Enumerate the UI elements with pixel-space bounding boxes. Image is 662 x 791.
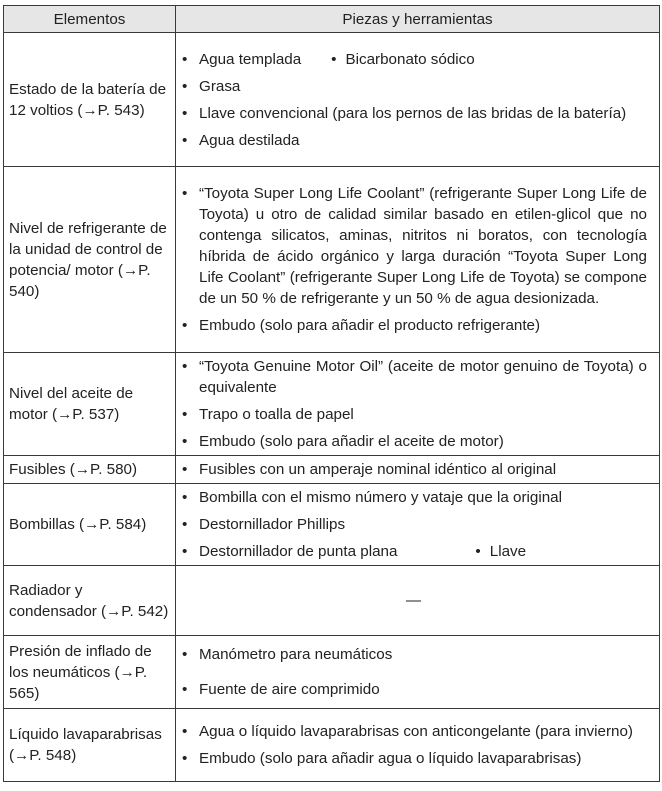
- list-item: • Bombilla con el mismo número y vataje que la original: [180, 487, 647, 508]
- row-parts-bateria: [176, 33, 660, 167]
- table-header-row: [4, 6, 660, 33]
- table-row: [4, 33, 660, 167]
- row-parts-lavaparabrisas: [176, 709, 660, 782]
- list-item: • Embudo (solo para añadir el aceite de motor): [180, 431, 647, 452]
- list-item: • Destornillador de punta plana• Llave: [180, 541, 647, 562]
- empty-dash: —: [405, 592, 422, 609]
- row-element-refrigerante: Nivel de refrigerante de la unidad de control de potencia/ motor (→P. 540): [4, 167, 176, 353]
- list-item: • Embudo (solo para añadir agua o líquido lavaparabrisas): [180, 748, 647, 769]
- list-item: • Grasa: [180, 76, 647, 97]
- list-item: • Trapo o toalla de papel: [180, 404, 647, 425]
- maintenance-table-container: [3, 5, 659, 782]
- row-element-aceite: Nivel del aceite de motor (→P. 537): [4, 353, 176, 456]
- table-row: [4, 484, 660, 566]
- table-row: [4, 167, 660, 353]
- row-parts-refrigerante: [176, 167, 660, 353]
- row-parts-aceite: [176, 353, 660, 456]
- list-item: • Agua destilada: [180, 130, 647, 151]
- list-item: • Fuente de aire comprimido: [180, 679, 647, 700]
- header-piezas: Piezas y herramientas: [176, 6, 660, 33]
- list-item: • Agua o líquido lavaparabrisas con anticongelante (para invierno): [180, 721, 647, 742]
- list-item: • Llave convencional (para los pernos de las bridas de la batería): [180, 103, 647, 124]
- table-row: [4, 456, 660, 484]
- row-element-lavaparabrisas: Líquido lavaparabrisas (→P. 548): [4, 709, 176, 782]
- row-element-fusibles: Fusibles (→P. 580): [4, 456, 176, 484]
- list-item-inline: • Bicarbonato sódico: [331, 51, 475, 68]
- header-elementos: Elementos: [4, 6, 176, 33]
- table-row: [4, 353, 660, 456]
- list-item: • Agua templada• Bicarbonato sódico: [180, 49, 647, 70]
- list-item: • “Toyota Genuine Motor Oil” (aceite de motor genuino de Toyota) o equivalente: [180, 356, 647, 398]
- row-element-bateria: Estado de la batería de 12 voltios (→P. 543): [4, 33, 176, 167]
- row-parts-fusibles: [176, 456, 660, 484]
- row-parts-radiador: [176, 566, 660, 636]
- maintenance-tools-table: [3, 5, 660, 782]
- table-row: [4, 566, 660, 636]
- list-item: • Destornillador Phillips: [180, 514, 647, 535]
- row-parts-neumaticos: [176, 636, 660, 709]
- list-item-inline: • Llave: [475, 543, 526, 560]
- list-item: • Manómetro para neumáticos: [180, 644, 647, 665]
- row-element-bombillas: Bombillas (→P. 584): [4, 484, 176, 566]
- list-item: • Embudo (solo para añadir el producto refrigerante): [180, 315, 647, 336]
- list-item: • “Toyota Super Long Life Coolant” (refrigerante Super Long Life de Toyota) u otro de calidad similar basado en etilen-glicol que no contenga silicatos, aminas, nitritos ni boratos, con tecnología híbrida de ácido orgánico y larga duración “Toyota Super Long Life Coolant” (refrigerante Super Long Life de Toyota) se compone de un 50 % de refrigerante y un 50 % de agua desionizada.: [180, 183, 647, 309]
- table-row: [4, 636, 660, 709]
- table-row: [4, 709, 660, 782]
- row-parts-bombillas: [176, 484, 660, 566]
- list-item: • Fusibles con un amperaje nominal idéntico al original: [180, 459, 647, 480]
- row-element-neumaticos: Presión de inflado de los neumáticos (→P. 565): [4, 636, 176, 709]
- row-element-radiador: Radiador y condensador (→P. 542): [4, 566, 176, 636]
